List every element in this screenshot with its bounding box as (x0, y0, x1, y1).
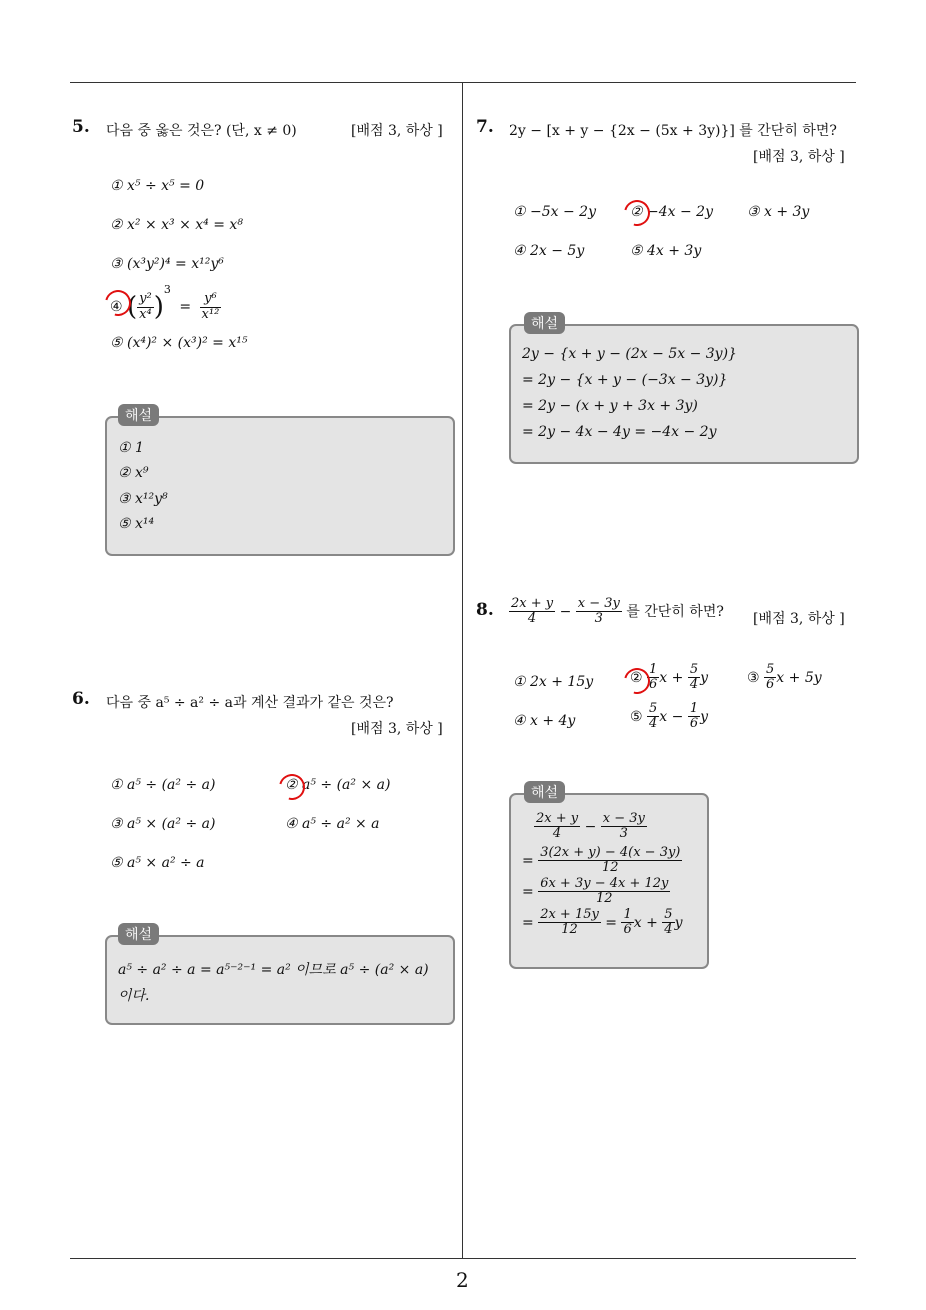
q6-choice-4[interactable]: ④ a⁵ ÷ a² × a (285, 816, 380, 832)
q8-solution-line-4: = $\frac{2x + 15y}{12}$ = $\frac{1}{6}$ x + $\frac{5}{4}$ y (522, 907, 683, 938)
q8-choice-4[interactable]: ④ x + 4y (513, 713, 576, 729)
q7-solution-line-2: = 2y − {x + y − (−3x − 3y)} (522, 372, 728, 388)
q6-choice-3[interactable]: ③ a⁵ × (a² ÷ a) (110, 816, 216, 832)
q7-choice-2[interactable]: ② −4x − 2y (630, 204, 713, 220)
q5-c4-lhs-fraction: $\frac{\text{y²}}{\text{x⁴}}$ (139, 291, 152, 322)
q5-choice-5[interactable]: ⑤ (x⁴)² × (x³)² = x¹⁵ (110, 335, 248, 351)
q5-question-text: 다음 중 옳은 것은? (단, x ≠ 0) (106, 123, 297, 139)
q7-choice-3[interactable]: ③ x + 3y (747, 204, 810, 220)
q5-solution-line-3: ③ x¹²y⁸ (118, 491, 168, 507)
q6-number: 6. (72, 689, 90, 709)
q8-fraction-1: $\frac{2x + y}{4}$ (511, 596, 554, 627)
q5-choice-4-label: ④ (110, 299, 123, 315)
q6-choice-5[interactable]: ⑤ a⁵ × a² ÷ a (110, 855, 205, 871)
q5-c4-rhs-fraction: $\frac{\text{y⁶}}{\text{x¹²}}$ (201, 291, 220, 322)
q5-solution-line-1: ① 1 (118, 440, 144, 456)
q6-choice-1[interactable]: ① a⁵ ÷ (a² ÷ a) (110, 777, 216, 793)
q8-choice-3[interactable]: ③ $\frac{5}{6}$ x + 5y (747, 662, 822, 693)
q5-choice-3[interactable]: ③ (x³y²)⁴ = x¹²y⁶ (110, 256, 224, 272)
q7-choice-5[interactable]: ⑤ 4x + 3y (630, 243, 702, 259)
q8-choice-1[interactable]: ① 2x + 15y (513, 674, 594, 690)
q5-solution-line-4: ⑤ x¹⁴ (118, 516, 155, 532)
q7-score: [배점 3, 하상 ] (753, 149, 845, 165)
q6-solution-line-2: 이다. (118, 988, 150, 1004)
q7-choice-4[interactable]: ④ 2x − 5y (513, 243, 585, 259)
q5-score: [배점 3, 하상 ] (351, 123, 443, 139)
q8-number: 8. (476, 600, 494, 620)
q8-fraction-2: $\frac{x - 3y}{3}$ (577, 596, 620, 627)
bottom-rule (70, 1258, 856, 1259)
q5-choice-2[interactable]: ② x² × x³ × x⁴ = x⁸ (110, 217, 243, 233)
q8-solution-line-1: $\frac{2x + y}{4}$ − $\frac{x - 3y}{3}$ (536, 811, 645, 842)
q6-question-text: 다음 중 a⁵ ÷ a² ÷ a과 계산 결과가 같은 것은? (106, 695, 394, 711)
q7-solution-line-1: 2y − {x + y − (2x − 5x − 3y)} (522, 346, 737, 362)
q7-choice-1[interactable]: ① −5x − 2y (513, 204, 596, 220)
q8-choice-2[interactable]: ② $\frac{1}{6}$ x + $\frac{5}{4}$ y (630, 662, 709, 693)
q8-solution-line-2: = $\frac{3(2x + y) - 4(x - 3y)}{12}$ (522, 845, 681, 876)
q5-solution-tag: 해설 (118, 404, 159, 426)
q8-question-text: $\frac{2x + y}{4}$ − $\frac{x - 3y}{3}$ 를 간단히 하면? (511, 596, 724, 627)
top-rule (70, 82, 856, 83)
q7-solution-box (509, 324, 859, 464)
q6-solution-box (105, 935, 455, 1025)
q5-choice-1[interactable]: ① x⁵ ÷ x⁵ = 0 (110, 178, 205, 194)
q6-score: [배점 3, 하상 ] (351, 721, 443, 737)
q5-choice-4[interactable]: ④ ( $\frac{\text{y²}}{\text{x⁴}}$ )$^3$ = $\frac{\text{y⁶}}{\text{x¹²}}$ (110, 283, 220, 322)
q7-solution-line-4: = 2y − 4x − 4y = −4x − 2y (522, 424, 717, 440)
q7-solution-line-3: = 2y − (x + y + 3x + 3y) (522, 398, 698, 414)
q7-question-text: 2y − [x + y − {2x − (5x + 3y)}] 를 간단히 하면? (509, 123, 837, 139)
column-divider (462, 82, 463, 1258)
q6-solution-line-1: a⁵ ÷ a² ÷ a = a⁵⁻²⁻¹ = a² 이므로 a⁵ ÷ (a² × a) (118, 962, 429, 978)
page-number: 2 (456, 1268, 469, 1292)
q7-number: 7. (476, 117, 494, 137)
q6-solution-tag: 해설 (118, 923, 159, 945)
q6-answer-mark (274, 769, 310, 805)
q5-number: 5. (72, 117, 90, 137)
q8-solution-tag: 해설 (524, 781, 565, 803)
q5-solution-line-2: ② x⁹ (118, 465, 149, 481)
q7-answer-mark (619, 195, 655, 231)
q5-solution-box (105, 416, 455, 556)
q8-choice-5[interactable]: ⑤ $\frac{5}{4}$ x − $\frac{1}{6}$ y (630, 701, 709, 732)
q8-score: [배점 3, 하상 ] (753, 611, 845, 627)
q8-solution-line-3: = $\frac{6x + 3y - 4x + 12y}{12}$ (522, 876, 669, 907)
q6-choice-2[interactable]: ② a⁵ ÷ (a² × a) (285, 777, 391, 793)
q7-solution-tag: 해설 (524, 312, 565, 334)
